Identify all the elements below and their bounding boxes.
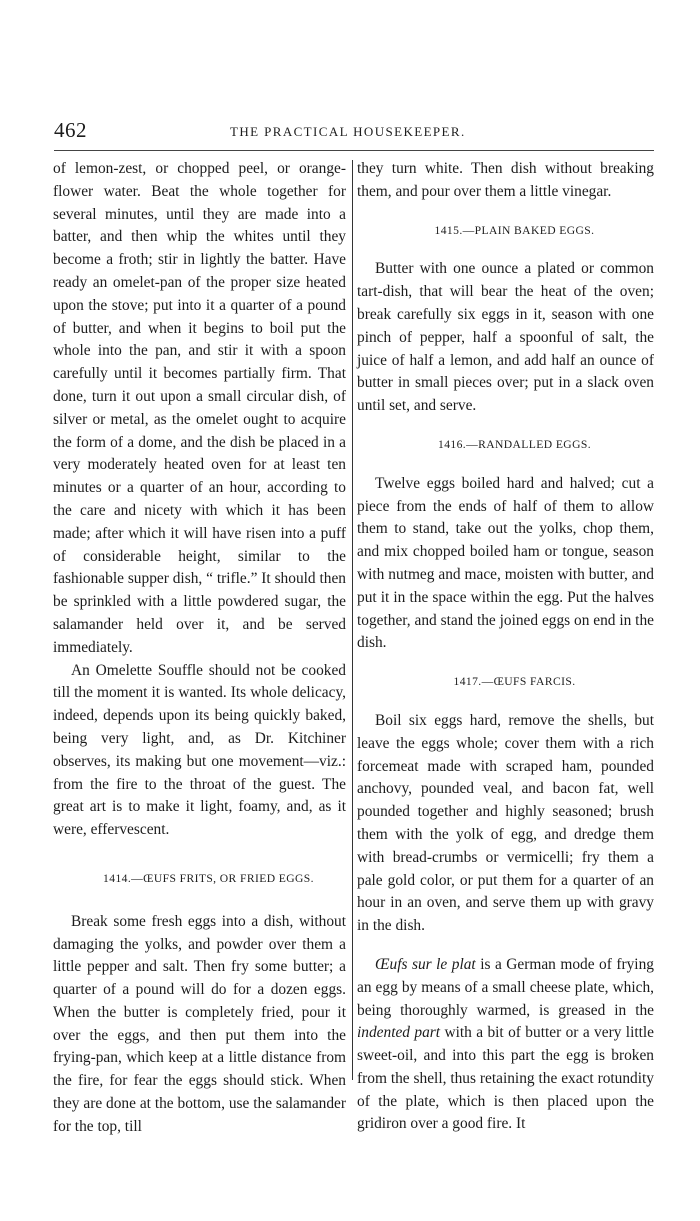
oeufs-sur-le-plat-paragraph: Œufs sur le plat is a German mode of frying an egg by means of a small cheese plate, which, being thoroughly warmed, is greased in the indented part with a bit of butter or a very little sweet-oil, and into this part the egg is broken from the shell, thus retaining the exact rotundity of the plate, which is then placed upon the gridiron over a good fire. It bbox=[357, 955, 655, 1133]
fried-eggs-continuation: they turn white. Then dish without breaking them, and pour over them a little vinegar. bbox=[357, 160, 654, 200]
italic-term-oeufs-sur-le-plat: Œufs sur le plat bbox=[375, 955, 476, 973]
left-column bbox=[53, 158, 346, 1139]
omelette-souffle-paragraph: An Omelette Souffle should not be cooked till the moment it is wanted. Its whole delicacy, indeed, depends upon its being quickly baked, being very light, and, as Dr. Kitchiner observes, its making but one movement—viz.: from the fire to the throat of the guest. The great art is to make it light, foamy, and, as it were, effervescent. bbox=[53, 661, 346, 839]
column-divider bbox=[352, 160, 353, 1080]
page-header bbox=[54, 118, 654, 146]
recipe-heading-1417: 1417.—ŒUFS FARCIS. bbox=[453, 675, 576, 689]
right-column bbox=[357, 158, 654, 1136]
italic-term-indented-part: indented part bbox=[357, 1024, 441, 1042]
omelette-continuation-paragraph: of lemon-zest, or chopped peel, or orange-flower water. Beat the whole together for several minutes, until they are made into a batter, and then whip the whites until they become a froth; stir in lightly the batter. Have ready an omelet-pan of the proper size heated upon the stove; put into it a quarter of a pound of butter, and when it begins to boil put the whole into the pan, and stir it with a spoon carefully until it becomes partially firm. That done, turn it out upon a small circular dish, of silver or metal, as the omelet ought to acquire the form of a dome, and the dish be placed in a very moderately heated oven for at least ten minutes or a quarter of an hour, according to the care and nicety with which it has been made; after which it will have risen into a puff of considerable height, similar to the fashionable supper dish, “ trifle.” It should then be sprinkled with a little powdered sugar, the salamander held over it, and be served immediately. bbox=[53, 160, 346, 656]
header-rule bbox=[54, 150, 654, 151]
page-number: 462 bbox=[54, 118, 87, 142]
recipe-body-1417: Boil six eggs hard, remove the shells, but leave the eggs whole; cover them with a rich forcemeat made with scraped ham, pounded anchovy, pounded veal, and bacon fat, well pounded together and highly seasoned; brush them with the yolk of egg, and dredge them with bread-crumbs or vermicelli; fry them a pale gold color, or put them for a quarter of an hour in an oven, and serve them up with gravy in the dish. bbox=[357, 711, 654, 935]
running-title: THE PRACTICAL HOUSEKEEPER. bbox=[230, 124, 466, 139]
recipe-body-1415: Butter with one ounce a plated or common tart-dish, that will bear the heat of the oven; break carefully six eggs in it, season with one pinch of pepper, half a spoonful of salt, the juice of half a lemon, and add half an ounce of butter in small pieces over; put in a slack oven until set, and serve. bbox=[357, 260, 654, 415]
recipe-body-1414: Break some fresh eggs into a dish, without damaging the yolks, and powder over them a little pepper and salt. Then fry some butter; a quarter of a pound will do for a dozen eggs. When the butter is completely fried, pour it over the eggs, and then put them into the frying-pan, which keep at a little distance from the fire, for fear the eggs should stick. When they are done at the bottom, use the salamander for the top, till bbox=[53, 912, 346, 1135]
recipe-heading-1416: 1416.—RANDALLED EGGS. bbox=[438, 437, 591, 451]
recipe-body-1416: Twelve eggs boiled hard and halved; cut a piece from the ends of half of them to allow them to stand, take out the yolks, chop them, and mix chopped boiled ham or tongue, season with nutmeg and mace, moisten with butter, and put it in the space within the egg. Put the halves together, and stand the joined eggs on end in the dish. bbox=[357, 474, 654, 652]
recipe-heading-1414: 1414.—ŒUFS FRITS, OR FRIED EGGS. bbox=[103, 871, 314, 885]
recipe-heading-1415: 1415.—PLAIN BAKED EGGS. bbox=[434, 223, 595, 237]
